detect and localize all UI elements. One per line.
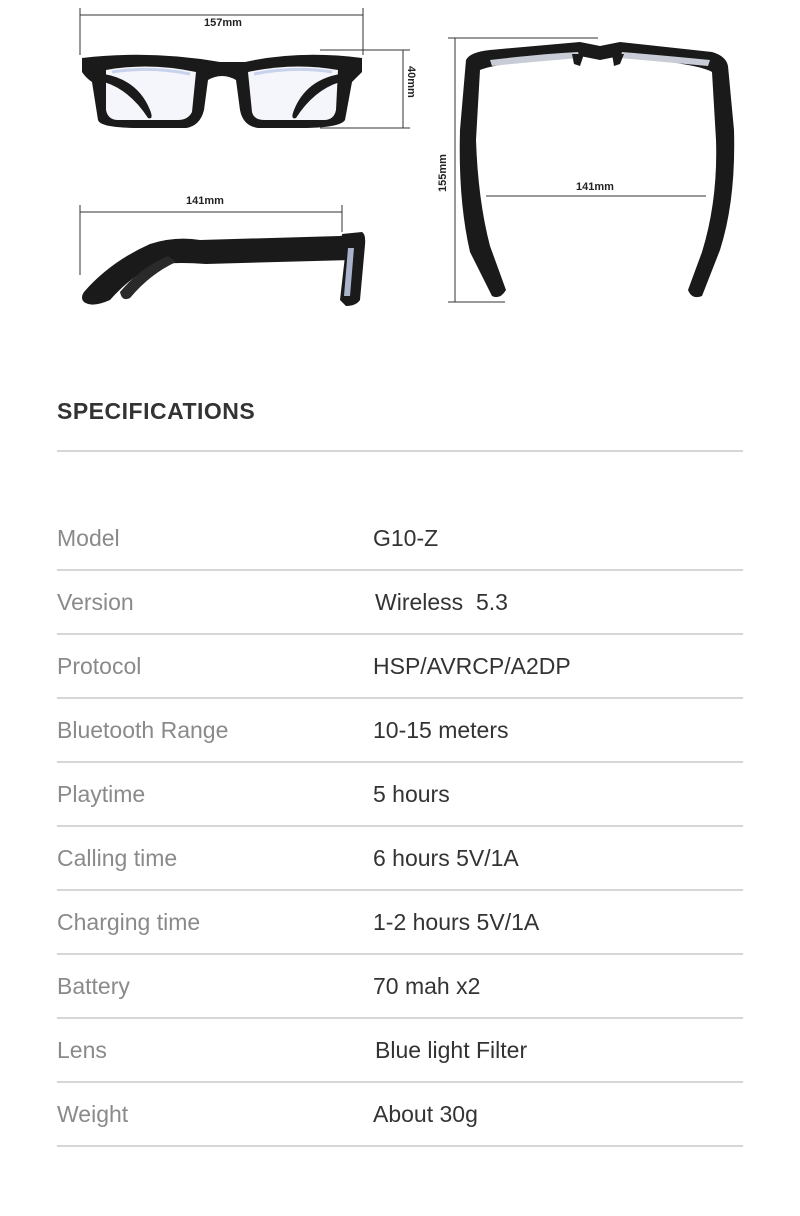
spec-value: About 30g (373, 1101, 478, 1127)
specifications-title: SPECIFICATIONS (57, 398, 256, 424)
spec-row-battery (57, 955, 743, 1019)
spec-value: 1-2 hours 5V/1A (373, 909, 540, 935)
spec-row-model (57, 507, 743, 571)
spec-label: Battery (57, 973, 130, 999)
spec-label: Protocol (57, 653, 142, 679)
top-depth-label: 155mm (437, 154, 449, 192)
spec-row-protocol (57, 635, 743, 699)
side-length-label: 141mm (186, 195, 224, 207)
spec-label: Model (57, 525, 120, 551)
spec-label: Version (57, 589, 134, 615)
spec-value: 5 hours (373, 781, 450, 807)
spec-value: Blue light Filter (375, 1037, 528, 1063)
spec-label: Weight (57, 1101, 129, 1127)
specifications-table (57, 507, 743, 1147)
front-width-label: 157mm (204, 17, 242, 29)
spec-label: Bluetooth Range (57, 717, 229, 743)
spec-label: Charging time (57, 909, 201, 935)
top-view-glasses (460, 42, 735, 297)
spec-row-calling-time (57, 827, 743, 891)
spec-row-playtime (57, 763, 743, 827)
dimension-diagrams (0, 0, 800, 340)
spec-label: Lens (57, 1037, 107, 1063)
front-view-glasses (82, 55, 362, 128)
spec-row-version (57, 571, 743, 635)
side-view-glasses (82, 232, 365, 306)
front-height-label: 40mm (405, 66, 417, 98)
spec-value: HSP/AVRCP/A2DP (373, 653, 571, 679)
spec-row-weight (57, 1083, 743, 1147)
specifications-divider (57, 450, 743, 452)
spec-label: Calling time (57, 845, 178, 871)
spec-row-bluetooth-range (57, 699, 743, 763)
top-width-label: 141mm (576, 181, 614, 193)
spec-row-charging-time (57, 891, 743, 955)
spec-value: Wireless 5.3 (375, 589, 508, 615)
spec-value: 6 hours 5V/1A (373, 845, 519, 871)
spec-label: Playtime (57, 781, 146, 807)
glasses-drawings (0, 0, 800, 340)
spec-value: 10-15 meters (373, 717, 509, 743)
spec-value: 70 mah x2 (373, 973, 481, 999)
spec-row-lens (57, 1019, 743, 1083)
spec-value: G10-Z (373, 525, 439, 551)
